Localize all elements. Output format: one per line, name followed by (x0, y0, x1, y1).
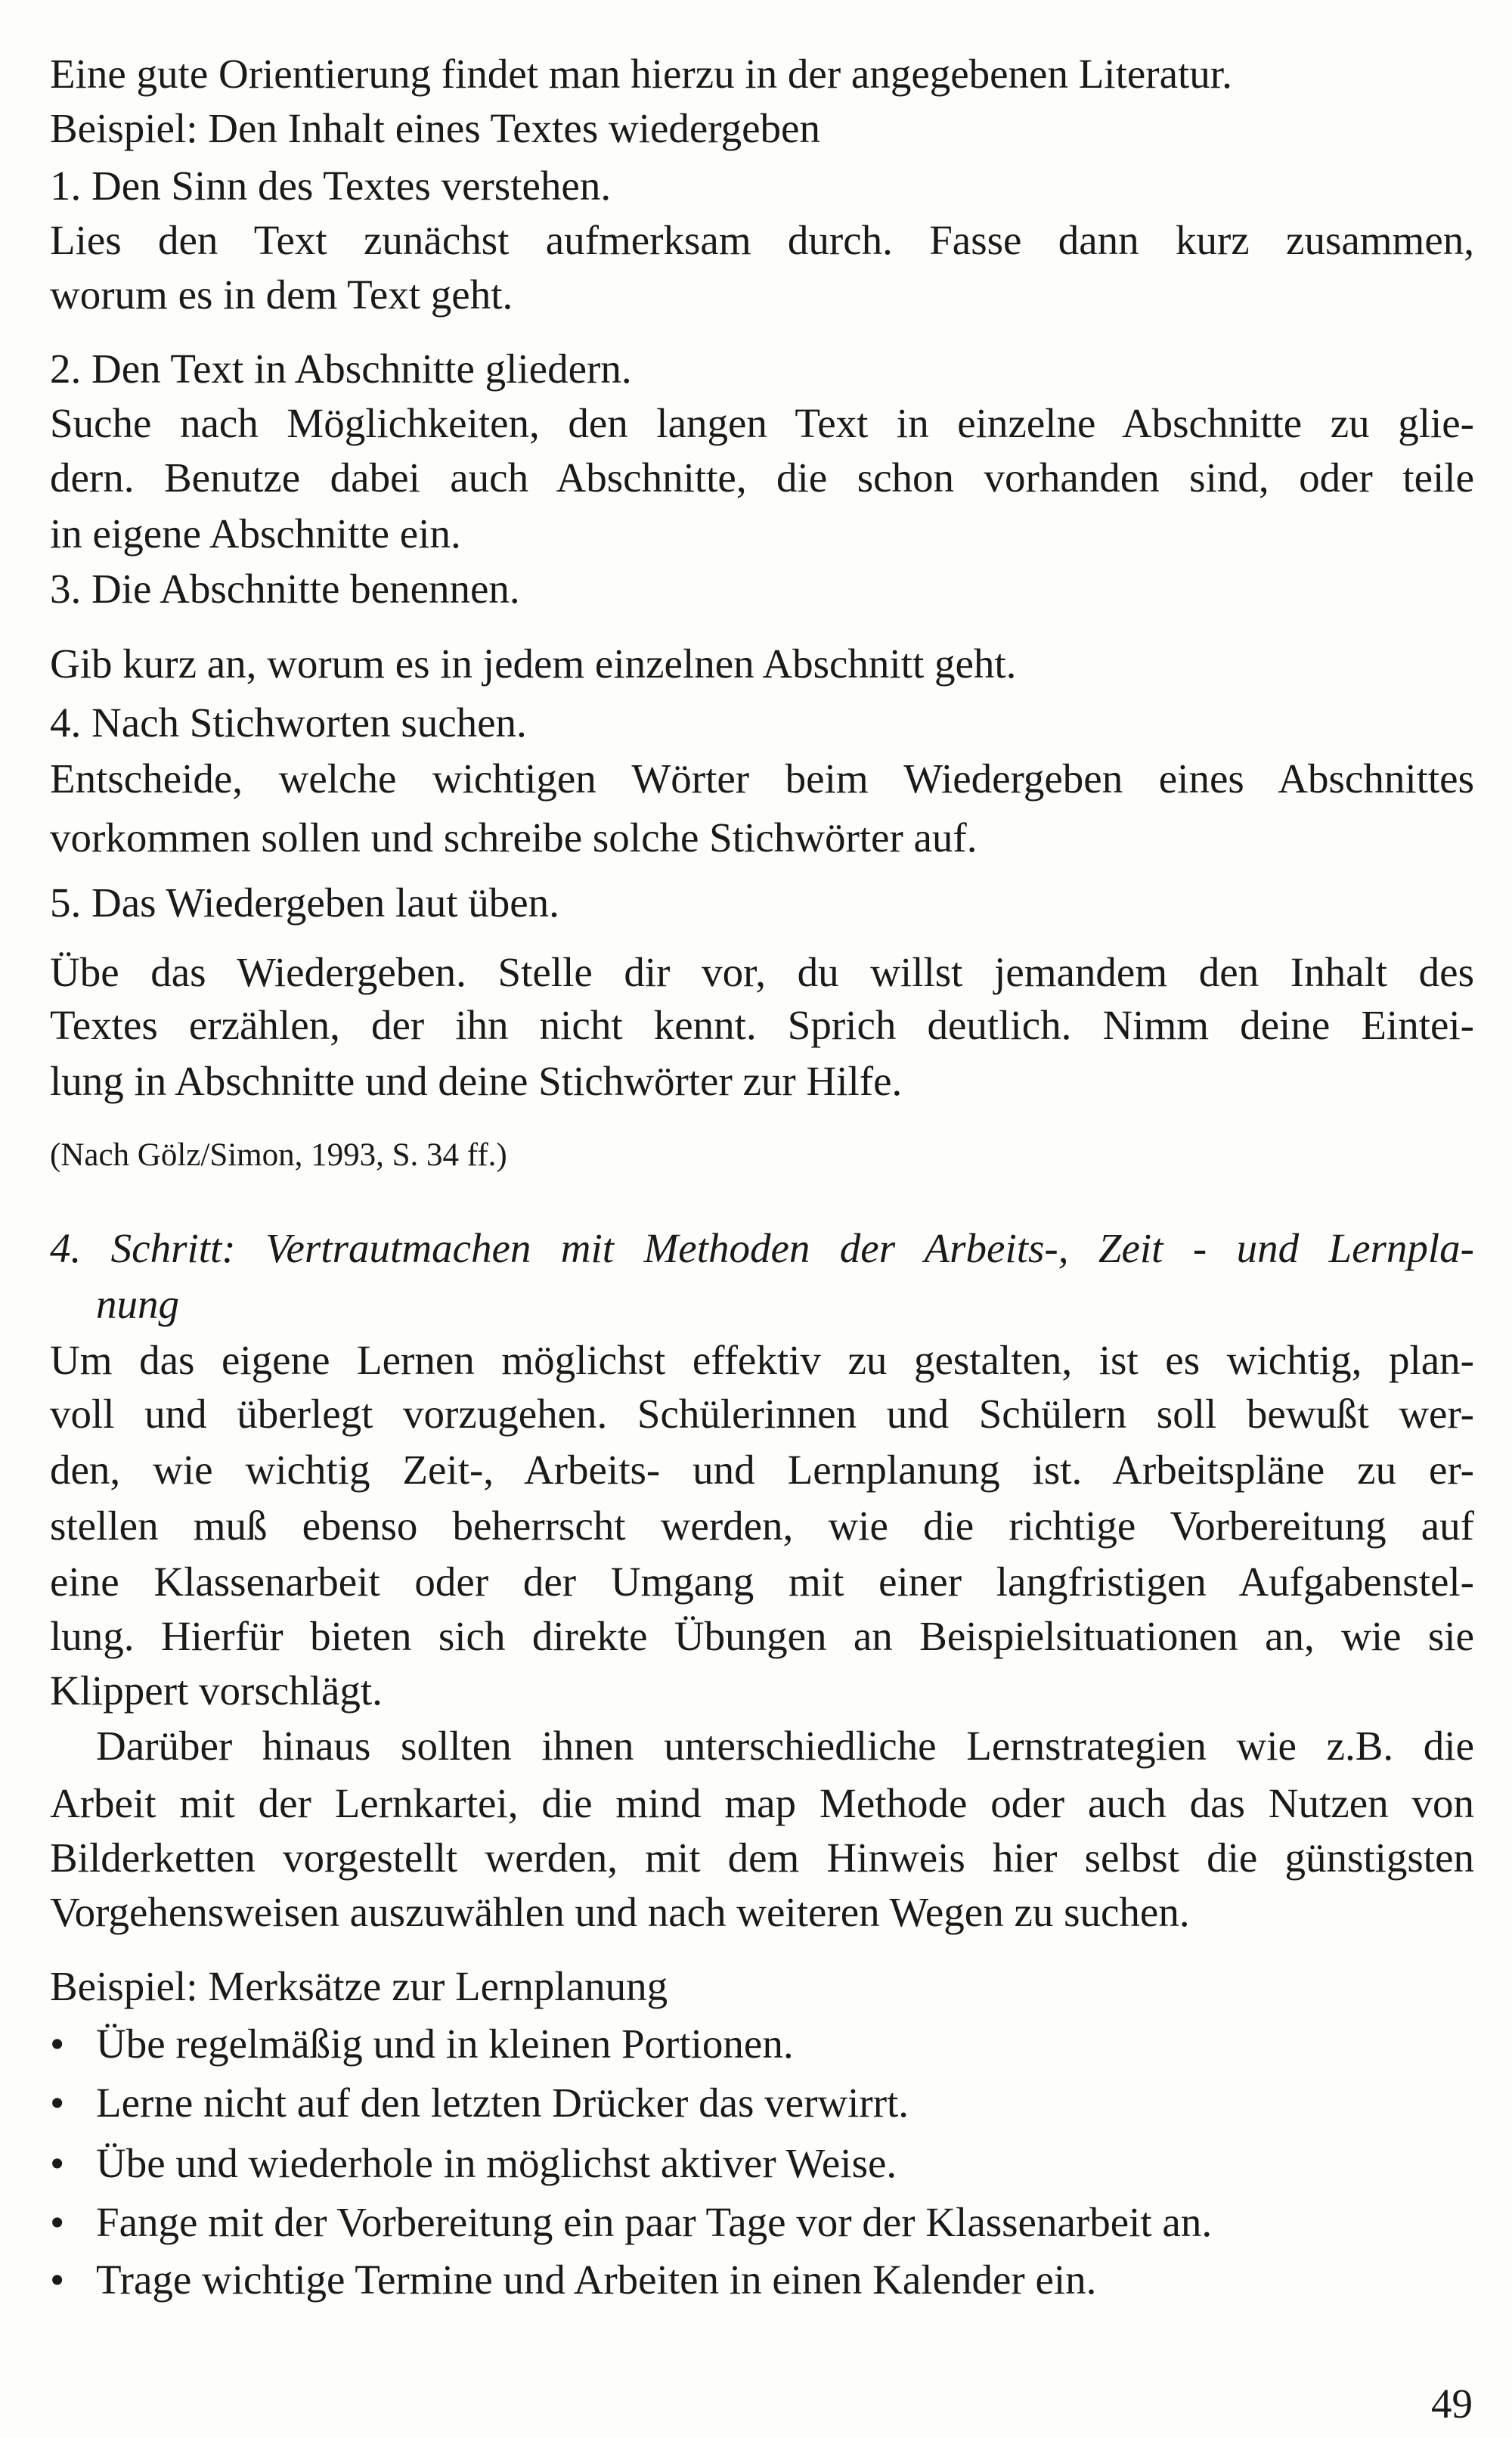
bullet-item: • Fange mit der Vorbereitung ein paar Tage vor der Klassenarbeit an. (50, 2195, 1474, 2250)
text-line: Um das eigene Lernen möglichst effektiv zu gestalten, ist es wichtig, plan- (50, 1337, 1474, 1383)
example-heading: Beispiel: Merksätze zur Lernplanung (50, 1963, 668, 2009)
text-line: Gib kurz an, worum es in jedem einzelnen Abschnitt geht. (50, 641, 1017, 687)
text-line: den, wie wichtig Zeit-, Arbeits- und Lernplanung ist. Arbeitspläne zu er- (50, 1447, 1474, 1493)
text-line: dern. Benutze dabei auch Abschnitte, die schon vorhanden sind, oder teile (50, 454, 1474, 501)
text-line: vorkommen sollen und schreibe solche Stichwörter auf. (50, 814, 978, 861)
text-line: Eine gute Orientierung findet man hierzu in der angegebenen Literatur. (50, 51, 1232, 97)
text-line: Textes erzählen, der ihn nicht kennt. Sprich deutlich. Nimm deine Eintei- (50, 1002, 1474, 1048)
text-line: lung. Hierfür bieten sich direkte Übungen an Beispielsituationen an, wie sie (50, 1613, 1474, 1659)
text-line: eine Klassenarbeit oder der Umgang mit einer langfristigen Aufgabenstel- (50, 1559, 1474, 1605)
bullet-item: • Übe und wiederhole in möglichst aktiver Weise. (50, 2136, 1474, 2191)
step-heading: 1. Den Sinn des Textes verstehen. (50, 163, 612, 209)
bullet-item: • Trage wichtige Termine und Arbeiten in einen Kalender ein. (50, 2252, 1474, 2308)
text-line: in eigene Abschnitte ein. (50, 510, 461, 557)
source-citation: (Nach Gölz/Simon, 1993, S. 34 ff.) (50, 1137, 507, 1173)
bullet-icon: • (50, 2021, 65, 2067)
bullet-item: • Lerne nicht auf den letzten Drücker das verwirrt. (50, 2075, 1474, 2131)
text-line: Darüber hinaus sollten ihnen unterschiedliche Lernstrategien wie z.B. die (96, 1723, 1474, 1769)
text-line: Bilderketten vorgestellt werden, mit dem Hinweis hier selbst die günstigsten (50, 1835, 1474, 1881)
text-line: Klippert vorschlägt. (50, 1667, 383, 1714)
text-line: Vorgehensweisen auszuwählen und nach weiteren Wegen zu suchen. (50, 1889, 1190, 1935)
text-line: Arbeit mit der Lernkartei, die mind map Methode oder auch das Nutzen von (50, 1780, 1474, 1826)
text-line: Entscheide, welche wichtigen Wörter beim Wiedergeben eines Abschnittes (50, 755, 1474, 802)
bullet-item: • Übe regelmäßig und in kleinen Portionen. (50, 2016, 1474, 2072)
bullet-icon: • (50, 2257, 65, 2303)
bullet-icon: • (50, 2080, 65, 2126)
example-heading: Beispiel: Den Inhalt eines Textes wiedergeben (50, 105, 820, 151)
section-heading: 4. Schritt: Vertrautmachen mit Methoden der Arbeits-, Zeit - und Lernpla- (50, 1225, 1474, 1271)
text-line: Suche nach Möglichkeiten, den langen Text in einzelne Abschnitte zu glie- (50, 400, 1474, 446)
step-heading: 5. Das Wiedergeben laut üben. (50, 879, 559, 926)
step-heading: 4. Nach Stichworten suchen. (50, 699, 527, 746)
section-heading-cont: nung (96, 1281, 179, 1327)
step-heading: 3. Die Abschnitte benennen. (50, 566, 520, 612)
bullet-icon: • (50, 2199, 65, 2245)
text-line: stellen muß ebenso beherrscht werden, wie die richtige Vorbereitung auf (50, 1503, 1474, 1549)
text-line: Lies den Text zunächst aufmerksam durch. Fasse dann kurz zusammen, (50, 217, 1474, 263)
text-line: worum es in dem Text geht. (50, 271, 513, 318)
page-number: 49 (1431, 2381, 1473, 2427)
text-line: Übe das Wiedergeben. Stelle dir vor, du willst jemandem den Inhalt des (50, 949, 1474, 995)
text-line: lung in Abschnitte und deine Stichwörter zur Hilfe. (50, 1058, 903, 1104)
bullet-icon: • (50, 2140, 65, 2186)
step-heading: 2. Den Text in Abschnitte gliedern. (50, 346, 632, 392)
text-line: voll und überlegt vorzugehen. Schülerinnen und Schülern soll bewußt wer- (50, 1391, 1474, 1437)
